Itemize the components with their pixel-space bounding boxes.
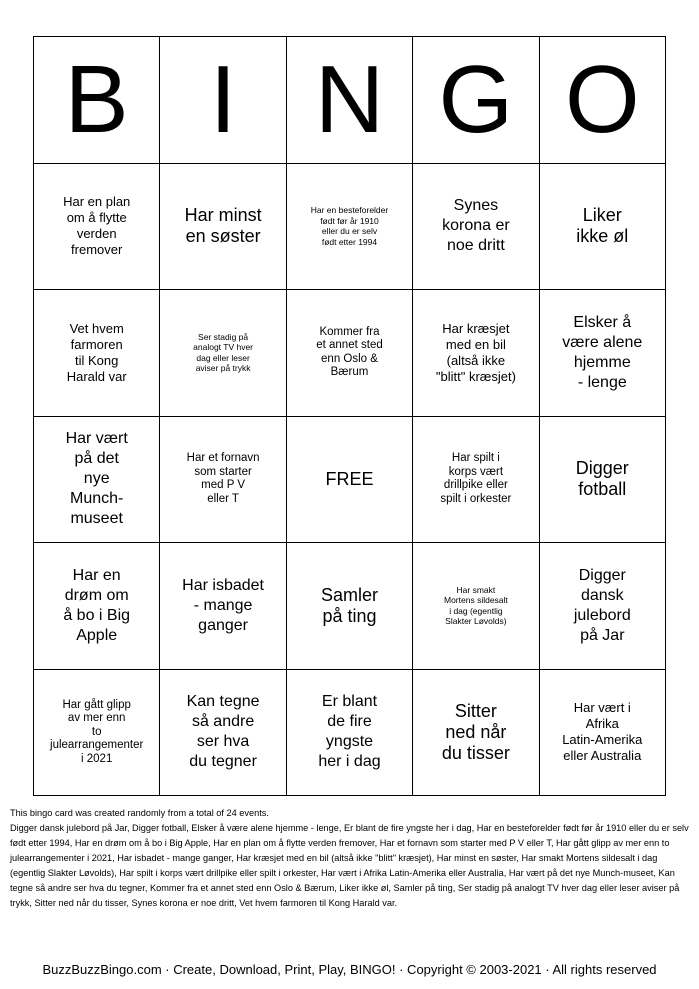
bingo-cell[interactable]: Kan tegne så andre ser hva du tegner [160,670,286,797]
bingo-cell[interactable]: Har en plan om å flytte verden fremover [34,164,160,291]
header-cell: O [540,37,666,164]
bingo-cell[interactable]: Samler på ting [287,543,413,670]
bingo-cell[interactable]: Digger fotball [540,417,666,544]
bingo-card [33,36,666,796]
bingo-cell[interactable]: Har et fornavn som starter med P V eller T [160,417,286,544]
bingo-cell[interactable]: Ser stadig på analogt TV hver dag eller leser aviser på trykk [160,290,286,417]
bingo-cell[interactable]: Vet hvem farmoren til Kong Harald var [34,290,160,417]
info-intro: This bingo card was created randomly from a total of 24 events. [10,808,269,818]
bingo-cell[interactable]: Har vært på det nye Munch-museet [34,417,160,544]
event-list [10,806,690,911]
bingo-cell[interactable]: Har en drøm om å bo i Big Apple [34,543,160,670]
bingo-cell[interactable]: Digger dansk julebord på Jar [540,543,666,670]
header-cell: G [413,37,539,164]
bingo-cell[interactable]: Har isbadet - mange ganger [160,543,286,670]
header-cell: N [287,37,413,164]
free-cell[interactable]: FREE [287,417,413,544]
bingo-cell[interactable]: Har minst en søster [160,164,286,291]
bingo-cell[interactable]: Har gått glipp av mer enn to julearrangementer i 2021 [34,670,160,797]
bingo-cell[interactable]: Kommer fra et annet sted enn Oslo & Bærum [287,290,413,417]
header-cell: I [160,37,286,164]
bingo-cell[interactable]: Liker ikke øl [540,164,666,291]
info-events: Digger dansk julebord på Jar, Digger fotball, Elsker å være alene hjemme - lenge, Er blant de fire yngste her i dag, Har en besteforelder født før år 1910 eller du er selv født etter 1994, Har en drøm om å bo i Big Apple, Har en plan om å flytte verden fremover, Har et fornavn som starter med P V eller T, Har gått glipp av mer enn to julearrangementer i 2021, Har isbadet - mange ganger, Har kræsjet med en bil (altså ikke "blitt" kræsjet), Har minst en søster, Har smakt Mortens sildesalt i dag (egentlig Slakter Løvolds), Har spilt i korps vært drillpike eller spilt i orkester, Har vært i Afrika Latin-Amerika eller Australia, Har vært på det nye Munch-museet, Kan tegne så andre ser hva du tegner, Kommer fra et annet sted enn Oslo & Bærum, Liker ikke øl, Samler på ting, Ser stadig på analogt TV hver dag eller leser aviser på trykk, Sitter ned når du tisser, Synes korona er noe dritt, Vet hvem farmoren til Kong Harald var. [10,823,689,908]
bingo-cell[interactable]: Elsker å være alene hjemme - lenge [540,290,666,417]
header-cell: B [34,37,160,164]
bingo-cell[interactable]: Har spilt i korps vært drillpike eller spilt i orkester [413,417,539,544]
bingo-cell[interactable]: Sitter ned når du tisser [413,670,539,797]
bingo-cell[interactable]: Er blant de fire yngste her i dag [287,670,413,797]
footer-copyright: BuzzBuzzBingo.com · Create, Download, Print, Play, BINGO! · Copyright © 2003-2021 · All rights reserved [42,962,657,977]
bingo-cell[interactable]: Har en besteforelder født før år 1910 eller du er selv født etter 1994 [287,164,413,291]
bingo-cell[interactable]: Synes korona er noe dritt [413,164,539,291]
bingo-cell[interactable]: Har kræsjet med en bil (altså ikke "blitt" kræsjet) [413,290,539,417]
bingo-cell[interactable]: Har vært i Afrika Latin-Amerika eller Australia [540,670,666,797]
bingo-cell[interactable]: Har smakt Mortens sildesalt i dag (egentlig Slakter Løvolds) [413,543,539,670]
